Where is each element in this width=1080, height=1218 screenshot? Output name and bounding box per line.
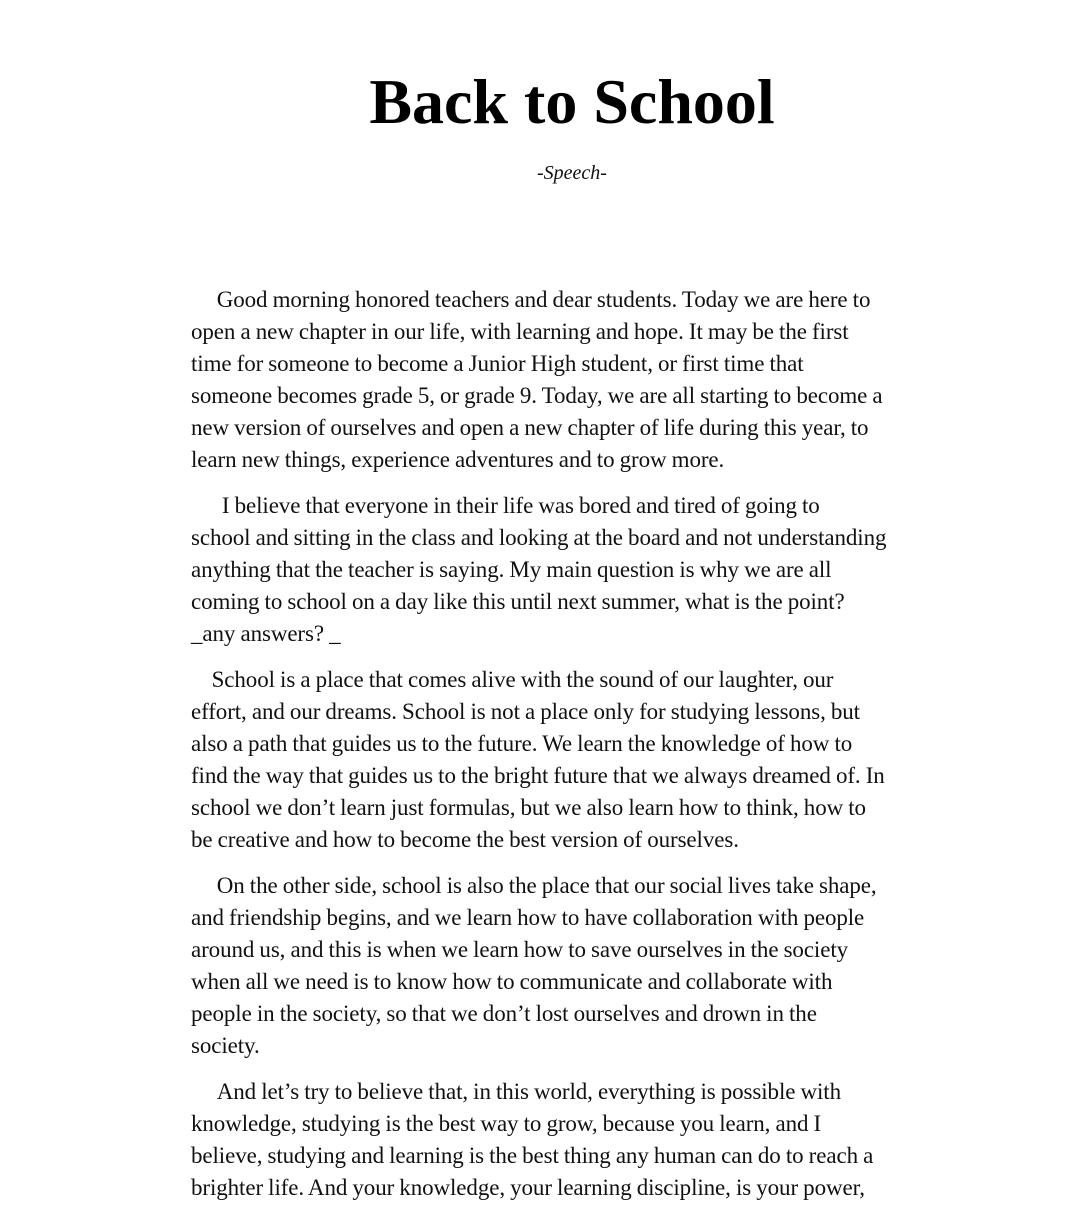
- text-line: And let’s try to believe that, in this world, everything is possible with: [191, 1079, 841, 1104]
- text-line: school and sitting in the class and looking at the board and not understanding: [191, 525, 887, 550]
- text-line: coming to school on a day like this until next summer, what is the point?: [191, 589, 845, 614]
- text-line: school we don’t learn just formulas, but we also learn how to think, how to: [191, 795, 866, 820]
- text-line: when all we need is to know how to communicate and collaborate with: [191, 969, 833, 994]
- paragraph-1: [191, 284, 961, 476]
- text-line: be creative and how to become the best version of ourselves.: [191, 827, 739, 852]
- paragraph-3: [191, 664, 961, 856]
- text-line: society.: [191, 1033, 260, 1058]
- text-line: time for someone to become a Junior High student, or first time that: [191, 351, 804, 376]
- text-line: around us, and this is when we learn how to save ourselves in the society: [191, 937, 849, 962]
- text-line: On the other side, school is also the place that our social lives take shape,: [191, 873, 877, 898]
- text-line: people in the society, so that we don’t lost ourselves and drown in the: [191, 1001, 817, 1026]
- text-line: and friendship begins, and we learn how to have collaboration with people: [191, 905, 865, 930]
- paragraph-2: [191, 490, 961, 650]
- text-line: School is a place that comes alive with the sound of our laughter, our: [191, 667, 834, 692]
- text-line: someone becomes grade 5, or grade 9. Today, we are all starting to become a: [191, 383, 883, 408]
- paragraph-5: [191, 1076, 961, 1204]
- text-line: _any answers? _: [191, 621, 341, 646]
- text-line: effort, and our dreams. School is not a place only for studying lessons, but: [191, 699, 860, 724]
- document-subtitle: -Speech-: [537, 162, 607, 184]
- text-line: open a new chapter in our life, with learning and hope. It may be the first: [191, 319, 849, 344]
- text-line: find the way that guides us to the bright future that we always dreamed of. In: [191, 763, 885, 788]
- text-line: learn new things, experience adventures and to grow more.: [191, 447, 725, 472]
- paragraph-4: [191, 870, 961, 1062]
- text-line: I believe that everyone in their life was bored and tired of going to: [191, 493, 820, 518]
- text-line: brighter life. And your knowledge, your learning discipline, is your power,: [191, 1175, 865, 1200]
- text-line: believe, studying and learning is the best thing any human can do to reach a: [191, 1143, 874, 1168]
- text-line: knowledge, studying is the best way to grow, because you learn, and I: [191, 1111, 822, 1136]
- text-line: Good morning honored teachers and dear students. Today we are here to: [191, 287, 871, 312]
- document-title: Back to School: [369, 66, 775, 137]
- text-line: also a path that guides us to the future. We learn the knowledge of how to: [191, 731, 853, 756]
- document-body: [191, 284, 961, 1218]
- text-line: new version of ourselves and open a new chapter of life during this year, to: [191, 415, 869, 440]
- text-line: anything that the teacher is saying. My main question is why we are all: [191, 557, 832, 582]
